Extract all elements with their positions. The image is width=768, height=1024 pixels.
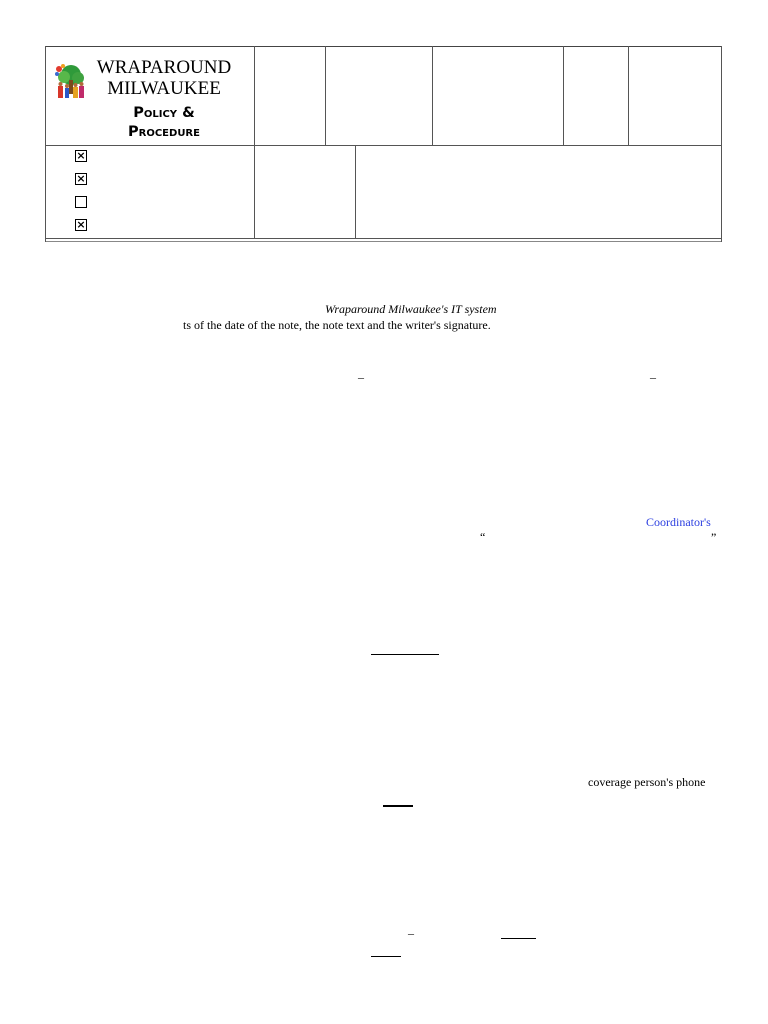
it-system-text: Wraparound Milwaukee's IT system [325,302,497,316]
wraparound-logo-icon [53,62,87,102]
policy-header-table [45,46,722,241]
document-type [89,104,239,142]
table-border-bottom [45,238,722,239]
document-type-line-2: Procedure [128,124,200,140]
note-contents-text: ts of the date of the note, the note text and the writer's signature. [183,318,491,332]
col-divider-6 [355,145,356,239]
close-quote: ” [711,530,717,544]
org-name-line-2: MILWAUKEE [107,78,221,99]
table-border-left [45,46,46,242]
checkbox-3[interactable] [75,196,87,208]
coverage-phone-text: coverage person's phone [588,775,706,789]
coordinators-text: Coordinator's [646,515,711,529]
checkbox-4[interactable]: × [76,218,86,231]
col-divider-5 [628,46,629,145]
open-quote: “ [480,530,486,544]
table-border-top [45,46,722,47]
dash-c: – [408,926,414,940]
dash-b: – [650,370,656,384]
checkbox-2[interactable]: × [76,172,86,185]
col-divider-1 [254,46,255,239]
underline-blank-2 [383,805,413,807]
dash-a: – [358,370,364,384]
org-name [89,57,239,99]
underline-blank-3 [501,938,536,939]
underline-blank-1 [371,654,439,655]
col-divider-2 [325,46,326,145]
col-divider-4 [563,46,564,145]
underline-blank-4 [371,956,401,957]
table-border-right [721,46,722,242]
document-type-line-1: Policy & [133,105,195,121]
org-name-line-1: WRAPAROUND [96,57,232,78]
table-row-divider [45,145,722,146]
col-divider-3 [432,46,433,145]
checkbox-1[interactable]: × [76,149,86,162]
table-border-bottom-double [45,241,722,242]
